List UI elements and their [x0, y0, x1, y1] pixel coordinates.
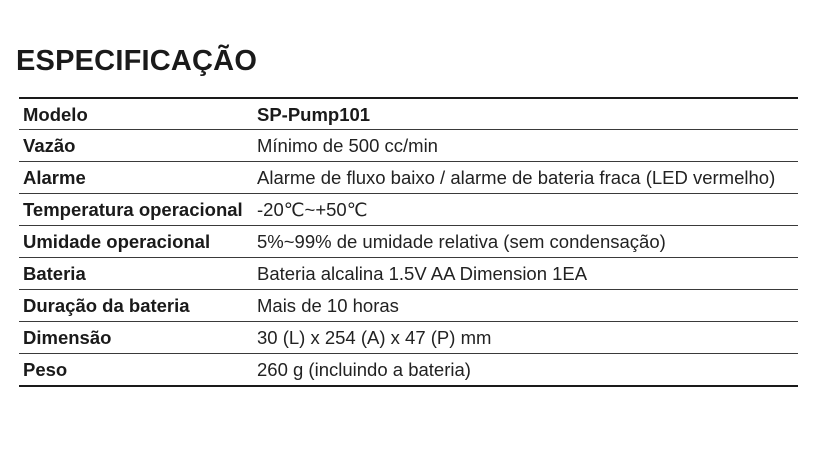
spec-value: Mais de 10 horas — [257, 295, 399, 316]
spec-value: 260 g (incluindo a bateria) — [257, 359, 471, 380]
spec-row-peso — [19, 354, 798, 387]
spec-value: 5%~99% de umidade relativa (sem condensação) — [257, 231, 666, 252]
spec-label: Vazão — [23, 135, 76, 156]
spec-row-umidade — [19, 226, 798, 258]
spec-row-temperatura — [19, 194, 798, 226]
spec-value: -20℃~+50℃ — [257, 199, 368, 220]
spec-label: Modelo — [23, 104, 88, 125]
spec-value: 30 (L) x 254 (A) x 47 (P) mm — [257, 327, 492, 348]
page-title: ESPECIFICAÇÃO — [16, 45, 258, 77]
spec-value: Bateria alcalina 1.5V AA Dimension 1EA — [257, 263, 588, 284]
spec-row-duracao — [19, 290, 798, 322]
spec-label: Bateria — [23, 263, 86, 284]
spec-label: Temperatura operacional — [23, 199, 243, 220]
spec-label: Duração da bateria — [23, 295, 190, 316]
spec-row-dimensao — [19, 322, 798, 354]
spec-table — [19, 97, 798, 387]
spec-row-vazao — [19, 130, 798, 162]
spec-row-modelo — [19, 98, 798, 130]
spec-value: Alarme de fluxo baixo / alarme de bateria fraca (LED vermelho) — [257, 167, 776, 188]
spec-label: Peso — [23, 359, 68, 380]
spec-row-alarme — [19, 162, 798, 194]
spec-value: SP-Pump101 — [257, 104, 371, 125]
spec-label: Alarme — [23, 167, 86, 188]
spec-label: Dimensão — [23, 327, 112, 348]
spec-label: Umidade operacional — [23, 231, 211, 252]
spec-value: Mínimo de 500 cc/min — [257, 135, 438, 156]
spec-row-bateria — [19, 258, 798, 290]
